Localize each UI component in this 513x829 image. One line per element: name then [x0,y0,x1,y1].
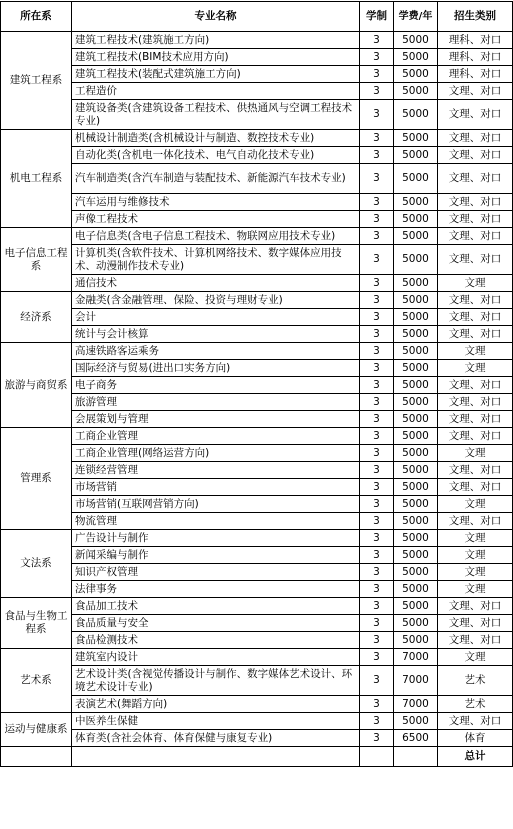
enrollment-category: 文理、对口 [438,598,513,615]
annual-fee: 5000 [394,292,438,309]
enrollment-category: 文理、对口 [438,194,513,211]
enrollment-category: 文理、对口 [438,211,513,228]
department-name: 电子信息工程系 [1,228,72,292]
annual-fee: 5000 [394,309,438,326]
table-row [1,147,513,164]
department-name: 机电工程系 [1,130,72,228]
enrollment-category: 体育 [438,730,513,747]
table-row [1,194,513,211]
table-row [1,428,513,445]
major-name: 表演艺术(舞蹈方向) [72,696,360,713]
study-years: 3 [360,445,394,462]
table-row [1,32,513,49]
annual-fee: 7000 [394,696,438,713]
annual-fee: 5000 [394,632,438,649]
table-row [1,479,513,496]
table-row [1,696,513,713]
table-row [1,275,513,292]
major-name: 建筑设备类(含建筑设备工程技术、供热通风与空调工程技术专业) [72,100,360,130]
major-name: 汽车运用与维修技术 [72,194,360,211]
enrollment-category: 艺术 [438,696,513,713]
annual-fee: 5000 [394,211,438,228]
study-years: 3 [360,66,394,83]
major-name: 知识产权管理 [72,564,360,581]
major-name: 汽车制造类(含汽车制造与装配技术、新能源汽车技术专业) [72,164,360,194]
table-row [1,581,513,598]
study-years: 3 [360,696,394,713]
annual-fee: 5000 [394,713,438,730]
enrollment-category: 文理、对口 [438,479,513,496]
table-row [1,445,513,462]
study-years: 3 [360,564,394,581]
enrollment-category: 文理、对口 [438,713,513,730]
table-body [1,32,513,747]
study-years: 3 [360,309,394,326]
table-row [1,309,513,326]
table-row [1,530,513,547]
major-name: 广告设计与制作 [72,530,360,547]
major-name: 自动化类(含机电一体化技术、电气自动化技术专业) [72,147,360,164]
enrollment-category: 文理、对口 [438,130,513,147]
study-years: 3 [360,100,394,130]
table-row [1,49,513,66]
study-years: 3 [360,462,394,479]
major-name: 金融类(含金融管理、保险、投资与理财专业) [72,292,360,309]
table-row [1,513,513,530]
enrollment-category: 文理、对口 [438,164,513,194]
major-name: 工程造价 [72,83,360,100]
annual-fee: 5000 [394,147,438,164]
table-row [1,360,513,377]
enrollment-category: 理科、对口 [438,49,513,66]
table-row [1,496,513,513]
enrollment-category: 理科、对口 [438,66,513,83]
annual-fee: 5000 [394,360,438,377]
annual-fee: 5000 [394,479,438,496]
header-category: 招生类别 [438,2,513,32]
enrollment-category: 艺术 [438,666,513,696]
annual-fee: 5000 [394,547,438,564]
annual-fee: 5000 [394,32,438,49]
enrollment-category: 文理 [438,343,513,360]
study-years: 3 [360,130,394,147]
annual-fee: 5000 [394,411,438,428]
annual-fee: 5000 [394,228,438,245]
study-years: 3 [360,530,394,547]
study-years: 3 [360,632,394,649]
annual-fee: 5000 [394,598,438,615]
annual-fee: 5000 [394,377,438,394]
enrollment-category: 文理、对口 [438,428,513,445]
study-years: 3 [360,49,394,66]
annual-fee: 7000 [394,666,438,696]
table-row [1,547,513,564]
table-row [1,228,513,245]
enrollment-category: 文理、对口 [438,100,513,130]
table-row [1,462,513,479]
header-dept: 所在系 [1,2,72,32]
enrollment-category: 文理 [438,496,513,513]
annual-fee: 5000 [394,530,438,547]
major-name: 工商企业管理(网络运营方向) [72,445,360,462]
study-years: 3 [360,428,394,445]
department-name: 食品与生物工程系 [1,598,72,649]
major-name: 会计 [72,309,360,326]
table-row [1,411,513,428]
table-row [1,649,513,666]
department-name: 建筑工程系 [1,32,72,130]
major-name: 中医养生保健 [72,713,360,730]
study-years: 3 [360,147,394,164]
major-name: 机械设计制造类(含机械设计与制造、数控技术专业) [72,130,360,147]
study-years: 3 [360,360,394,377]
major-name: 建筑工程技术(建筑施工方向) [72,32,360,49]
study-years: 3 [360,598,394,615]
study-years: 3 [360,32,394,49]
table-row [1,394,513,411]
study-years: 3 [360,479,394,496]
annual-fee: 5000 [394,83,438,100]
table-row [1,66,513,83]
enrollment-category: 文理、对口 [438,326,513,343]
major-name: 高速铁路客运乘务 [72,343,360,360]
annual-fee: 5000 [394,564,438,581]
major-name: 旅游管理 [72,394,360,411]
annual-fee: 5000 [394,66,438,83]
study-years: 3 [360,343,394,360]
annual-fee: 5000 [394,164,438,194]
study-years: 3 [360,394,394,411]
enrollment-category: 文理、对口 [438,377,513,394]
major-name: 声像工程技术 [72,211,360,228]
department-name: 运动与健康系 [1,713,72,747]
total-major-cell [72,747,360,767]
study-years: 3 [360,326,394,343]
major-name: 通信技术 [72,275,360,292]
total-label: 总计 [438,747,513,767]
study-years: 3 [360,547,394,564]
enrollment-category: 文理 [438,275,513,292]
enrollment-category: 文理 [438,564,513,581]
study-years: 3 [360,581,394,598]
study-years: 3 [360,713,394,730]
enrollment-category: 文理、对口 [438,632,513,649]
header-fee: 学费/年 [394,2,438,32]
table-row [1,245,513,275]
annual-fee: 5000 [394,513,438,530]
annual-fee: 5000 [394,581,438,598]
table-row [1,83,513,100]
enrollment-category: 文理 [438,530,513,547]
study-years: 3 [360,615,394,632]
table-row [1,100,513,130]
major-name: 建筑工程技术(BIM技术应用方向) [72,49,360,66]
annual-fee: 5000 [394,245,438,275]
enrollment-category: 文理 [438,547,513,564]
table-row [1,130,513,147]
enrollment-category: 文理、对口 [438,83,513,100]
enrollment-category: 文理 [438,649,513,666]
enrollment-category: 文理 [438,360,513,377]
total-years-cell [360,747,394,767]
study-years: 3 [360,513,394,530]
enrollment-category: 理科、对口 [438,32,513,49]
department-name: 管理系 [1,428,72,530]
table-row [1,326,513,343]
study-years: 3 [360,377,394,394]
study-years: 3 [360,666,394,696]
enrollment-category: 文理、对口 [438,462,513,479]
header-years: 学制 [360,2,394,32]
table-row [1,377,513,394]
enrollment-table [0,1,513,767]
major-name: 统计与会计核算 [72,326,360,343]
major-name: 新闻采编与制作 [72,547,360,564]
study-years: 3 [360,649,394,666]
study-years: 3 [360,411,394,428]
department-name: 文法系 [1,530,72,598]
major-name: 建筑室内设计 [72,649,360,666]
enrollment-category: 文理 [438,581,513,598]
enrollment-category: 文理、对口 [438,513,513,530]
annual-fee: 5000 [394,496,438,513]
enrollment-category: 文理、对口 [438,411,513,428]
department-name: 旅游与商贸系 [1,343,72,428]
table-row [1,564,513,581]
table-row [1,713,513,730]
major-name: 计算机类(含软件技术、计算机网络技术、数字媒体应用技术、动漫制作技术专业) [72,245,360,275]
table-row [1,343,513,360]
study-years: 3 [360,292,394,309]
major-name: 电子信息类(含电子信息工程技术、物联网应用技术专业) [72,228,360,245]
major-name: 连锁经营管理 [72,462,360,479]
major-name: 食品质量与安全 [72,615,360,632]
enrollment-category: 文理、对口 [438,228,513,245]
major-name: 市场营销 [72,479,360,496]
major-name: 市场营销(互联网营销方向) [72,496,360,513]
study-years: 3 [360,730,394,747]
enrollment-category: 文理、对口 [438,615,513,632]
header-major: 专业名称 [72,2,360,32]
study-years: 3 [360,496,394,513]
major-name: 会展策划与管理 [72,411,360,428]
enrollment-category: 文理、对口 [438,394,513,411]
enrollment-category: 文理、对口 [438,292,513,309]
annual-fee: 5000 [394,394,438,411]
major-name: 体育类(含社会体育、体育保健与康复专业) [72,730,360,747]
enrollment-category: 文理 [438,445,513,462]
total-fee-cell [394,747,438,767]
annual-fee: 5000 [394,462,438,479]
major-name: 工商企业管理 [72,428,360,445]
annual-fee: 6500 [394,730,438,747]
major-name: 法律事务 [72,581,360,598]
department-name: 艺术系 [1,649,72,713]
study-years: 3 [360,245,394,275]
table-row [1,666,513,696]
major-name: 食品检测技术 [72,632,360,649]
study-years: 3 [360,194,394,211]
department-name: 经济系 [1,292,72,343]
enrollment-category: 文理、对口 [438,147,513,164]
major-name: 建筑工程技术(装配式建筑施工方向) [72,66,360,83]
study-years: 3 [360,275,394,292]
enrollment-category: 文理、对口 [438,309,513,326]
total-dept-cell [1,747,72,767]
total-row [1,747,513,767]
major-name: 食品加工技术 [72,598,360,615]
annual-fee: 5000 [394,343,438,360]
enrollment-category: 文理、对口 [438,245,513,275]
table-row [1,211,513,228]
major-name: 物流管理 [72,513,360,530]
annual-fee: 5000 [394,194,438,211]
table-row [1,164,513,194]
major-name: 电子商务 [72,377,360,394]
study-years: 3 [360,228,394,245]
major-name: 艺术设计类(含视觉传播设计与制作、数字媒体艺术设计、环境艺术设计专业) [72,666,360,696]
annual-fee: 7000 [394,649,438,666]
major-name: 国际经济与贸易(进出口实务方向) [72,360,360,377]
table-row [1,292,513,309]
table-row [1,615,513,632]
table-row [1,598,513,615]
study-years: 3 [360,164,394,194]
annual-fee: 5000 [394,275,438,292]
annual-fee: 5000 [394,445,438,462]
annual-fee: 5000 [394,130,438,147]
annual-fee: 5000 [394,326,438,343]
study-years: 3 [360,211,394,228]
annual-fee: 5000 [394,100,438,130]
header-row [1,2,513,32]
annual-fee: 5000 [394,49,438,66]
annual-fee: 5000 [394,428,438,445]
annual-fee: 5000 [394,615,438,632]
table-row [1,632,513,649]
table-row [1,730,513,747]
study-years: 3 [360,83,394,100]
